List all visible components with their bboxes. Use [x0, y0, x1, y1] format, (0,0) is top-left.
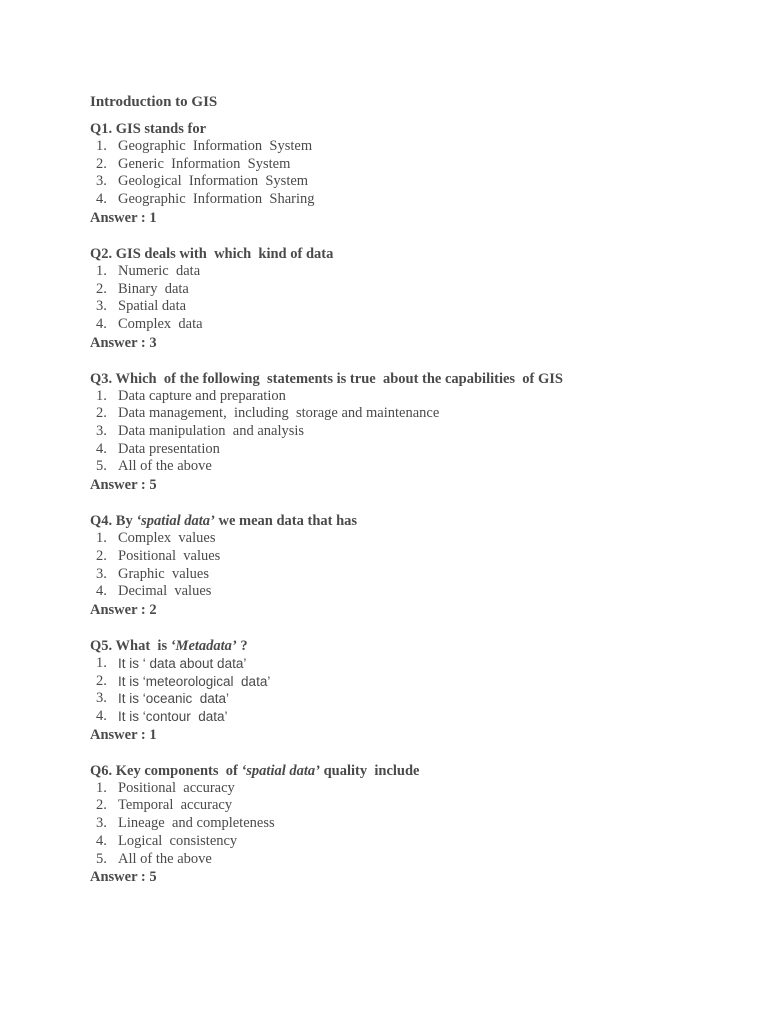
option-text: Positional accuracy — [118, 779, 235, 796]
option-item — [90, 690, 730, 708]
option-number: 4. — [96, 315, 107, 332]
option-item — [90, 833, 730, 851]
option-list — [90, 780, 730, 869]
option-text: Decimal values — [118, 583, 212, 600]
option-number: 2. — [96, 797, 107, 814]
question-title — [90, 120, 730, 138]
option-text: Lineage and completeness — [118, 815, 275, 832]
option-text: Temporal accuracy — [118, 797, 233, 814]
question-text-suffix: quality include — [319, 762, 420, 779]
option-number: 3. — [96, 298, 107, 315]
option-item — [90, 263, 730, 281]
option-text: Geographic Information System — [118, 138, 313, 154]
option-text: Data presentation — [118, 440, 220, 457]
answer-line: Answer : 1 — [90, 209, 157, 226]
option-number: 4. — [96, 440, 107, 457]
option-number: 1. — [96, 387, 107, 404]
question-emphasis: ‘Metadata’ — [170, 637, 237, 654]
option-number: 3. — [96, 565, 107, 582]
question-text: Q6. Key components of — [90, 762, 242, 779]
option-list — [90, 138, 730, 209]
option-text: All of the above — [118, 458, 212, 475]
document-page — [90, 90, 730, 904]
option-item — [90, 441, 730, 459]
option-text: Geographic Information Sharing — [118, 191, 315, 208]
option-item — [90, 191, 730, 209]
answer-line: Answer : 5 — [90, 869, 157, 886]
option-item — [90, 708, 730, 726]
option-text: Data manipulation and analysis — [118, 423, 305, 440]
option-number: 1. — [96, 138, 107, 154]
question-emphasis: ‘spatial data’ — [241, 762, 320, 779]
option-number: 5. — [96, 850, 107, 867]
question-text: Q4. By — [90, 513, 137, 530]
answer-line: Answer : 1 — [90, 726, 157, 743]
option-number: 3. — [96, 690, 107, 707]
option-item — [90, 316, 730, 334]
option-text: It is ‘contour data’ — [118, 709, 228, 725]
option-text: Positional values — [118, 547, 221, 564]
option-text: Spatial data — [118, 298, 187, 315]
option-number: 3. — [96, 815, 107, 832]
document-title: Introduction to GIS — [90, 94, 218, 110]
option-item — [90, 458, 730, 476]
question-3 — [90, 370, 730, 495]
option-text: Data management, including storage and maintenance — [118, 405, 440, 422]
answer-line: Answer : 2 — [90, 601, 157, 618]
option-item — [90, 566, 730, 584]
option-number: 2. — [96, 155, 107, 172]
option-number: 3. — [96, 423, 107, 440]
question-5 — [90, 637, 730, 744]
option-text: It is ‘meteorological data’ — [118, 673, 271, 689]
option-item — [90, 423, 730, 441]
option-item — [90, 815, 730, 833]
question-1 — [90, 120, 730, 227]
question-title — [90, 762, 730, 780]
option-item — [90, 851, 730, 869]
option-number: 2. — [96, 672, 107, 689]
question-6 — [90, 762, 730, 887]
option-number: 2. — [96, 405, 107, 422]
question-text-suffix: ? — [236, 637, 248, 654]
question-text: Q1. GIS stands for — [90, 121, 207, 137]
option-item — [90, 780, 730, 798]
question-text: Q5. What is — [90, 637, 171, 654]
option-item — [90, 281, 730, 299]
question-text: Q3. Which of the following statements is true about the capabilities of GIS — [90, 370, 563, 387]
option-number: 2. — [96, 547, 107, 564]
option-number: 2. — [96, 280, 107, 297]
option-item — [90, 138, 730, 156]
option-text: Numeric data — [118, 262, 201, 279]
option-number: 1. — [96, 779, 107, 796]
option-item — [90, 673, 730, 691]
option-list — [90, 655, 730, 726]
option-text: Binary data — [118, 280, 189, 297]
option-number: 4. — [96, 708, 107, 725]
option-text: Geological Information System — [118, 173, 309, 190]
option-list — [90, 530, 730, 601]
option-item — [90, 156, 730, 174]
option-text: Data capture and preparation — [118, 387, 286, 404]
question-title — [90, 370, 730, 388]
option-item — [90, 298, 730, 316]
answer-line: Answer : 5 — [90, 477, 157, 494]
option-text: It is ‘oceanic data’ — [118, 691, 230, 707]
option-text: Generic Information System — [118, 155, 291, 172]
option-item — [90, 583, 730, 601]
option-text: Complex data — [118, 315, 203, 332]
option-number: 1. — [96, 654, 107, 671]
option-number: 3. — [96, 173, 107, 190]
answer-line: Answer : 3 — [90, 334, 157, 351]
option-number: 1. — [96, 530, 107, 547]
option-number: 4. — [96, 832, 107, 849]
question-list — [90, 120, 730, 886]
question-emphasis: ‘spatial data’ — [136, 513, 215, 530]
question-title — [90, 245, 730, 263]
option-number: 5. — [96, 458, 107, 475]
option-list — [90, 388, 730, 477]
option-number: 4. — [96, 583, 107, 600]
option-number: 4. — [96, 191, 107, 208]
option-item — [90, 173, 730, 191]
option-text: Complex values — [118, 530, 216, 547]
option-item — [90, 548, 730, 566]
option-text: It is ‘ data about data’ — [118, 655, 247, 671]
option-item — [90, 530, 730, 548]
option-item — [90, 388, 730, 406]
option-item — [90, 405, 730, 423]
option-text: Graphic values — [118, 565, 209, 582]
option-number: 1. — [96, 262, 107, 279]
question-2 — [90, 245, 730, 352]
option-item — [90, 655, 730, 673]
option-list — [90, 263, 730, 334]
question-title — [90, 512, 730, 530]
option-text: All of the above — [118, 850, 212, 867]
option-item — [90, 797, 730, 815]
question-text-suffix: we mean data that has — [214, 513, 358, 530]
question-text: Q2. GIS deals with which kind of data — [90, 245, 334, 262]
option-text: Logical consistency — [118, 832, 238, 849]
question-title — [90, 637, 730, 655]
question-4 — [90, 512, 730, 619]
